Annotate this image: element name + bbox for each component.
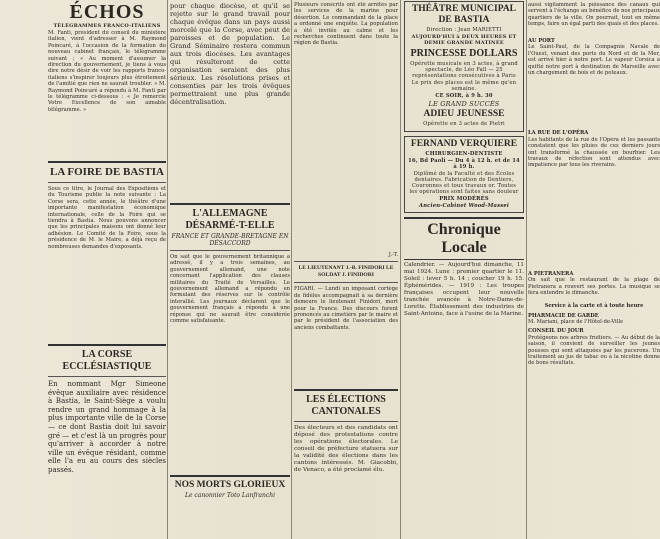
dentist-name: FERNAND VERQUIERE	[410, 139, 518, 149]
pietranera-heading: A PIETRANERA	[528, 270, 574, 277]
column-4	[404, 0, 524, 539]
pietranera-service: Service à la carte et à toute heure	[544, 303, 644, 310]
port-text: Le Saint-Paul, de la Compagnie Navale de l'Ouest, venant des ports du Nord et de la Mer, est arrivé hier à notre port. Le vapeur Corsica a quitté notre port à destination de Marseille avec un chargement de bois et de poteaux.	[528, 44, 660, 77]
dentist-profession: CHIRURGIEN-DENTISTE	[425, 151, 503, 157]
conscrits-text: Plusieurs conscrits ont été arrêtés par les services de la marine pour désertion. Le commandant de la place a ordonné une enquête. La population a été invitée au calme et les recherches continuent dans toute la région de Bastia.	[294, 2, 398, 47]
show-tonight: CE SOIR, à 9 h. 30	[435, 93, 493, 99]
foire-text: Sous ce titre, le Journal des Expositions et du Tourisme publie la note suivante : La Corse sera, cette année, le théâtre d'une importante manifestation économique internationale, celle de la Foire qui se tiendra à Bastia. Nous pouvons annoncer que les principales maisons ont donné leur adhésion. Le Comité de la Foire, sous la présidence de M. le Maire, a déjà reçu de nombreuses demandes d'exposants.	[48, 186, 166, 250]
allemagne-text: On sait que le gouvernement britannique a adressé, il y a trois semaines, au gouvernement allemand, une note concernant l'application des clauses militaires du Traité de Versailles. Le gouvernement allemand a répondu en formulant des réserves sur le contrôle interallié. Les journaux déclarent que le gouvernement français a répondu à une réponse qui ne saurait être considérée comme satisfaisante.	[170, 254, 290, 325]
divider	[170, 203, 290, 205]
opera-heading: LA RUE DE L'OPÉRA	[528, 130, 589, 137]
column-rule	[400, 0, 401, 539]
divider	[48, 182, 166, 183]
morts-heading: NOS MORTS GLORIEUX	[174, 480, 286, 490]
dentist-address: 16, Bd Paoli — Du 4 à 12 h. et de 14 à 19 h.	[408, 158, 520, 170]
column-5	[528, 0, 660, 539]
divider	[294, 282, 398, 283]
dentist-cabinet: Ancien-Cabinet Wood-Massei	[418, 203, 510, 209]
lieutenant-heading: LE LIEUTENANT J.-B. FINIDORI LE SOLDAT J. FINIDORI	[298, 265, 394, 279]
column-1	[48, 0, 166, 539]
column-rule	[526, 0, 527, 539]
show2-title: ADIEU JEUNESSE	[423, 109, 505, 119]
chronique-heading: Chronique Locale	[404, 217, 524, 260]
opera-text: Les habitants de la rue de l'Opéra et les passants constatent que les pluies de ces derniers jours ont transformé la chaussée en bourbier. Les travaux de réfection sont attendus avec impatience par tous les riverains.	[528, 136, 660, 169]
echos-heading: ÉCHOS	[69, 1, 145, 23]
show-prices: Le prix des places est le même qu'en semaine.	[411, 80, 517, 92]
pharmacie-text: M. Mariani, place de l'Hôtel-de-Ville	[528, 319, 624, 326]
theatre-direction: Direction : Jean MARIETTI	[426, 27, 502, 33]
show-description: Opérette musicale en 3 actes, à grand spectacle, de Léo Fall — 25 représentations consécutives à Paris	[410, 61, 518, 79]
pharmacie-heading: PHARMACIE DE GARDE	[528, 312, 599, 319]
foire-heading: LA FOIRE DE BASTIA	[49, 166, 164, 178]
elections-text: Des électeurs et des candidats ont déposé des protestations contre les opérations électorales. Le conseil de préfecture statuera sur la validité des élections dans les cantons intéressés. M. Giacobbi, de Venaco, a été proclamé élu.	[294, 425, 398, 474]
port-heading: AU PORT	[528, 38, 555, 44]
corse-text: En nommant Mgr Simeone évêque auxiliaire avec résidence à Bastia, le Saint-Siège a voulu rendre un grand hommage à la plus importante ville de la Corse — ce dont Bastia doit lui savoir gré — et c'est là un progrès pour qu'arriver à accorder à notre ville un évêque résidant, comme elle l'a eu au cours des siècles passés.	[48, 380, 166, 474]
theatre-ad	[404, 1, 524, 132]
telegrams-subheading: TÉLÉGRAMMES FRANCO-ITALIENS	[53, 23, 161, 29]
echos-text: M. Fanti, président du conseil du ministère italien, vient d'adresser à M. Raymond Poincaré, à l'occasion de la formation du nouveau cabinet français, le télégramme suivant : « Au moment d'assumer la direction du gouvernement, je tiens à vous dire notre désir de voir les rapports franco-italiens s'inspirer toujours plus étroitement de l'amitié que rien ne saurait troubler. » M. Raymond Poincaré a répondu à M. Fanti par le télégramme ci-dessous : « Je remercie Votre Excellence de son aimable télégramme. »	[48, 30, 166, 113]
show-title: PRINCESSE DOLLARS	[410, 48, 518, 59]
dentist-ad	[404, 136, 524, 213]
show-success: LE GRAND SUCCÈS	[428, 100, 500, 108]
allemagne-heading: L'ALLEMAGNE DÉSARMÉ-T-ELLE	[185, 208, 275, 231]
chronique-text: Calendrier. — Aujourd'hui dimanche, 11 mai 1924. Lune : premier quartier le 11. Soleil : lever 5 h. 14 ; coucher 19 h. 15. Éphémérides. — 1919 : Les troupes françaises occupent leur nouvelle tranchée avancée à Notre-Dame-de-Lorette. Établissement des industries de Saint-Antoine, face à l'usine de la Marine.	[404, 262, 524, 317]
theatre-heading: THÉÂTRE MUNICIPAL DE BASTIA	[411, 4, 517, 25]
divider	[294, 261, 398, 262]
divider	[170, 475, 290, 477]
morts-subheading: Le canonnier Toto Lanfranchi	[184, 492, 275, 499]
hygiene-heading: CONSEIL DU JOUR	[528, 328, 584, 335]
figari-text: FIGARI. — Lundi un imposant cortège de fidèles accompagnait à sa dernière demeure le lieutenant Finidori, mort pour la France. Des discours furent prononcés au cimetière par le maire et par le président de l'association des anciens combattants.	[294, 286, 398, 331]
theatre-matinee: AUJOURD'HUI à DEUX HEURES ET DEMIE GRANDE MATINÉE	[411, 34, 517, 46]
divider	[48, 376, 166, 377]
canaux-text: aussi vigilamment la puissance des canaux qui servent à l'échange au bénéfice de nos principaux quartiers de la ville. On pourrait, tout en même temps, faire un égal parti des quais et des places.	[528, 2, 660, 28]
dentist-description: Diplômé de la Faculté et des Écoles dentaires. Fabrication de Dentiers, Couronnes et tous travaux or. Toutes les opérations sont faites sans douleur	[409, 171, 519, 195]
divider	[294, 389, 398, 391]
column-rule	[167, 0, 168, 539]
column-3	[294, 0, 398, 539]
corse-heading: LA CORSE ECCLÉSIASTIQUE	[62, 349, 152, 372]
allemagne-subheading: FRANCE ET GRANDE-BRETAGNE EN DÉSACCORD	[171, 233, 289, 247]
divider	[294, 421, 398, 422]
divider	[48, 161, 166, 163]
elections-heading: LES ÉLECTIONS CANTONALES	[306, 394, 386, 418]
divider	[170, 250, 290, 251]
dentist-prices: PRIX MODÉRÉS	[439, 196, 489, 202]
column-rule	[291, 0, 292, 539]
hygiene-text: Protégeons nos arbres fruitiers. — Au début de la saison, il convient de surveiller les jeunes pousses qui sont attaquées par les pucerons. Un traitement au jus de tabac ou à la nicotine donne de bons résultats.	[528, 334, 660, 367]
show2-description: Opérette en 3 actes de Pietri	[423, 121, 505, 127]
diocese-text: pour chaque diocèse, et qu'il se rejette sur le grand travail pour chaque évêque dans un pays aussi morcelé que la Corse, avec peut de paroisses et de population. Le Grand Séminaire restera commun aux trois diocèses. Les avantages qui résulteront de cette organisation seraient des plus sérieux. Les résolutions prises et consenties par les trois évêques permettraient une plus grande décentralisation.	[170, 2, 290, 106]
divider	[48, 344, 166, 346]
pietranera-text: On sait que le restaurant de la plage de Pietranera a rouvert ses portes. La musique se fera entendre le dimanche.	[528, 277, 660, 297]
column-2	[170, 0, 290, 539]
signature: J.-T.	[388, 252, 398, 258]
